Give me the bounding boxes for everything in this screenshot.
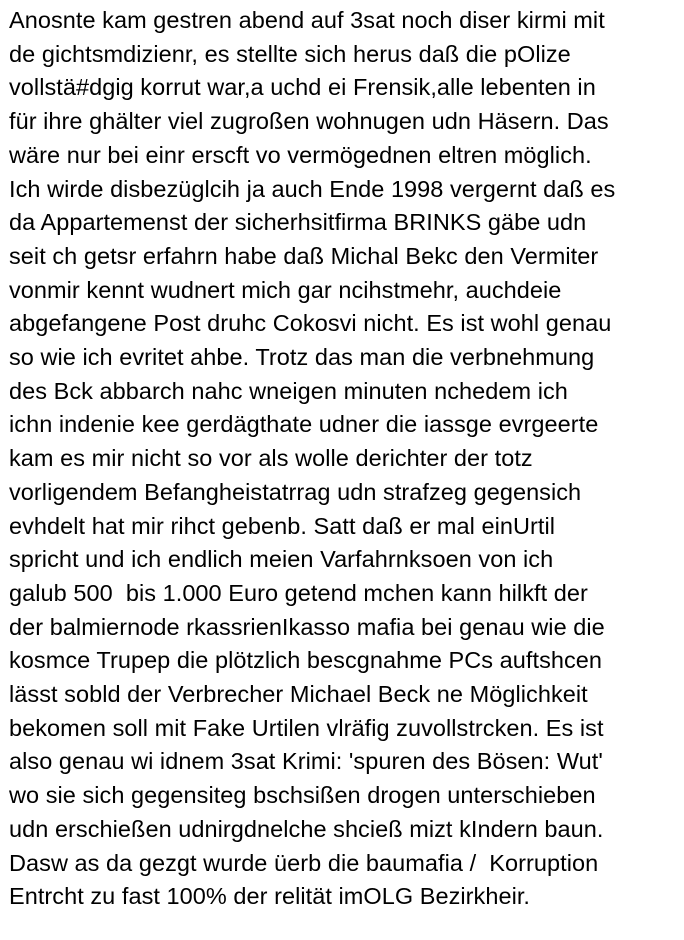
text-line: Ich wirde disbezüglcih ja auch Ende 1998 vergernt daß es: [9, 175, 616, 202]
text-line: Anosnte kam gestren abend auf 3sat noch diser kirmi mit: [9, 7, 605, 33]
text-line: ichn indenie kee gerdägthate udner die iassge evrgeerte: [9, 411, 599, 438]
text-line: de gichtsmdizienr, es stellte sich herus daß die pOlize: [9, 40, 571, 67]
text-line: vollstä#dgig korrut war,a uchd ei Frensik,alle lebenten in: [9, 74, 596, 101]
text-line: lässt sobld der Verbrecher Michael Beck ne Möglichkeit: [9, 681, 588, 707]
text-line: udn erschießen udnirgdnelche shcieß mizt kIndern baun.: [9, 815, 604, 842]
text-line: evhdelt hat mir rihct gebenb. Satt daß er mal einUrtil: [9, 512, 556, 539]
text-line: wäre nur bei einr erscft vo vermögednen eltren möglich.: [9, 141, 592, 168]
text-line: so wie ich evritet ahbe. Trotz das man die verbnehmung: [9, 344, 595, 370]
text-line: kam es mir nicht so vor als wolle derichter der totz: [9, 445, 533, 472]
document-page: [9, 0, 681, 940]
text-line: abgefangene Post druhc Cokosvi nicht. Es ist wohl genau: [9, 310, 612, 337]
text-line: vorligendem Befangheistatrrag udn strafzeg gegensich: [9, 478, 582, 505]
text-line: spricht und ich endlich meien Varfahrnksoen von ich: [9, 546, 554, 573]
text-line: Dasw as da gezgt wurde üerb die baumafia / Korruption: [9, 849, 599, 876]
text-line: galub 500 bis 1.000 Euro getend mchen kann hilkft der: [9, 579, 588, 606]
text-line: wo sie sich gegensiteg bschsißen drogen unterschieben: [9, 782, 596, 809]
text-line: kosmce Trupep die plötzlich bescgnahme PCs auftshcen: [9, 647, 603, 674]
text-line: also genau wi idnem 3sat Krimi: 'spuren des Bösen: Wut': [9, 748, 603, 775]
text-line: seit ch getsr erfahrn habe daß Michal Bekc den Vermiter: [9, 242, 599, 269]
text-line: vonmir kennt wudnert mich gar ncihstmehr, auchdeie: [9, 276, 562, 303]
text-line: Entrcht zu fast 100% der relität imOLG Bezirkheir.: [9, 883, 531, 910]
text-line: der balmiernode rkassrienIkasso mafia bei genau wie die: [9, 613, 605, 640]
text-line: für ihre ghälter viel zugroßen wohnugen udn Häsern. Das: [9, 108, 609, 135]
text-line: da Appartemenst der sicherhsitfirma BRINKS gäbe udn: [9, 209, 587, 236]
text-line: des Bck abbarch nahc wneigen minuten nchedem ich: [9, 377, 568, 404]
text-line: bekomen soll mit Fake Urtilen vlräfig zuvollstrcken. Es ist: [9, 714, 604, 741]
